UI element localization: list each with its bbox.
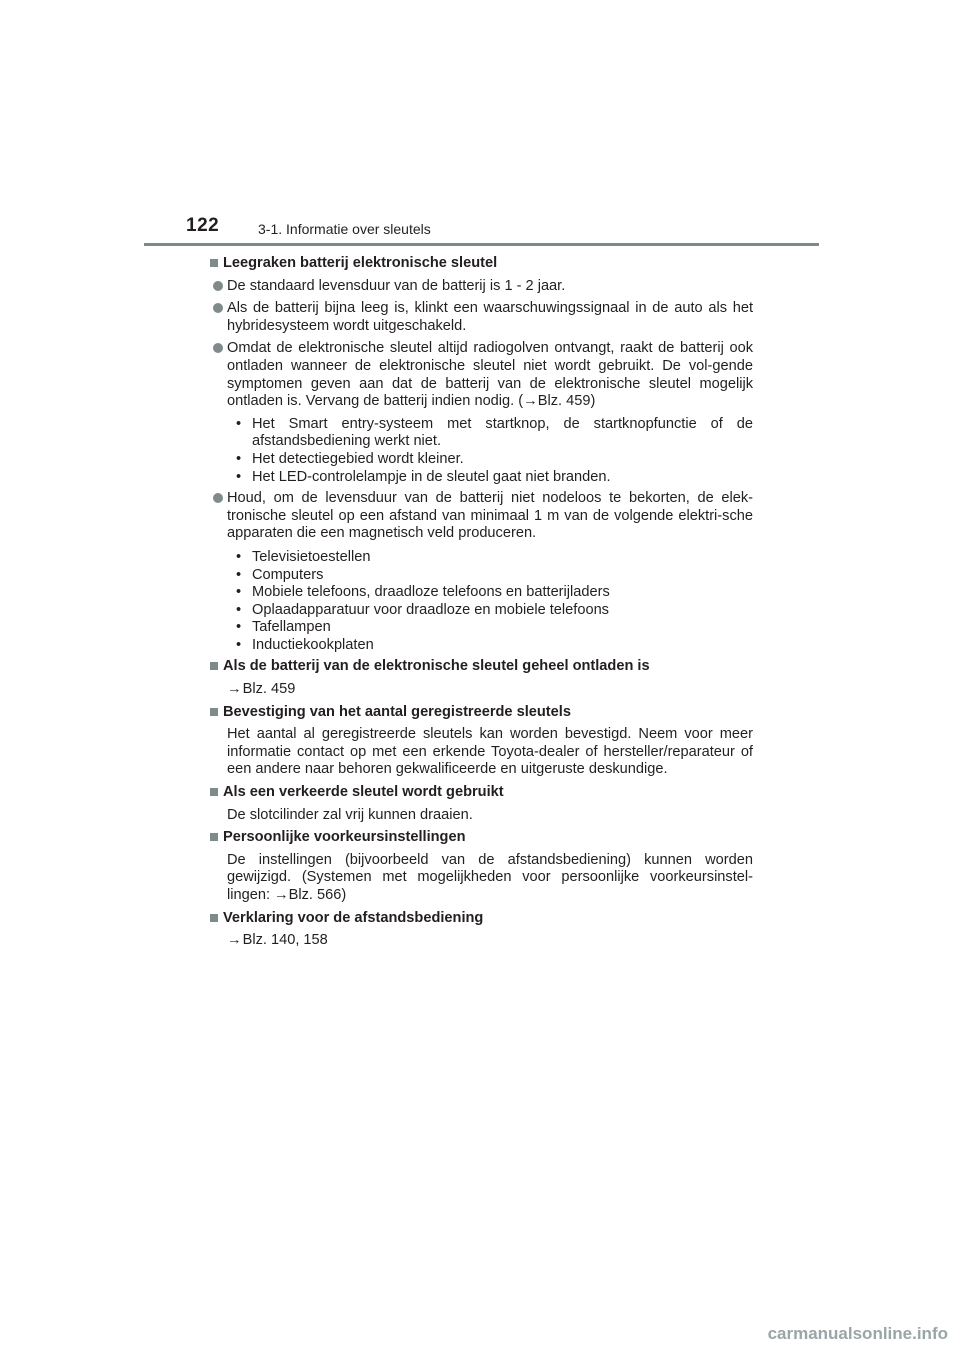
section-heading-text: Als de batterij van de elektronische sleutel geheel ontladen is [223, 658, 650, 675]
list-item-text: De standaard levensduur van de batterij is 1 - 2 jaar. [227, 277, 566, 294]
sub-list-item [235, 416, 753, 451]
sub-list-item-text: Inductiekookplaten [252, 636, 374, 653]
arrow-right-icon: → [227, 681, 242, 698]
section-fully-discharged [210, 658, 753, 698]
page-reference[interactable] [210, 681, 753, 699]
dot-bullet-icon: • [236, 566, 242, 583]
sub-list-item-text: Het detectiegebied wordt kleiner. [252, 450, 464, 467]
round-bullet-icon [213, 303, 223, 313]
paragraph: De slotcilinder zal vrij kunnen draaien. [227, 806, 473, 823]
list-item-text: Houd, om de levensduur van de batterij niet nodeloos te bekorten, de elek-tronische sleutel op een afstand van minimaal 1 m van de volgende elektri-sche apparaten die een magnetisch veld produceren. [227, 490, 753, 542]
dot-bullet-icon: • [236, 636, 242, 653]
paragraph: Het aantal al geregistreerde sleutels kan worden bevestigd. Neem voor meer informatie contact op met een erkende Toyota-dealer of hersteller/reparateur of een andere naar behoren gekwalificeerde en uitgeruste deskundige. [227, 726, 753, 778]
dot-bullet-icon: • [236, 450, 242, 467]
dot-bullet-icon: • [236, 619, 242, 636]
arrow-right-icon: → [227, 932, 242, 949]
dot-bullet-icon: • [236, 415, 242, 432]
section-heading [210, 658, 753, 676]
list-item [210, 300, 753, 335]
dot-bullet-icon: • [236, 601, 242, 618]
round-bullet-icon [213, 281, 223, 291]
section-remote-declaration [210, 910, 753, 950]
dot-bullet-icon: • [236, 468, 242, 485]
paragraph: De instellingen (bijvoorbeeld van de afstandsbediening) kunnen worden gewijzigd. (Systemen met mogelijkheden voor persoonlijke voorkeursinstel-lingen: →Blz. 566) [227, 851, 753, 903]
sub-list-item [235, 451, 753, 469]
section-heading [210, 910, 753, 928]
sub-list-item [235, 567, 753, 585]
square-bullet-icon [210, 788, 218, 796]
section-title: 3-1. Informatie over sleutels [258, 221, 431, 237]
sub-list-item-text: Computers [252, 566, 324, 583]
square-bullet-icon [210, 833, 218, 841]
sub-list-item-text: Televisietoestellen [252, 548, 371, 565]
section-heading-text: Bevestiging van het aantal geregistreerde sleutels [223, 703, 571, 720]
section-heading [210, 784, 753, 802]
section-heading-text: Verklaring voor de afstandsbediening [223, 909, 484, 926]
watermark: carmanualsonline.info [767, 1324, 948, 1343]
section-personal-settings [210, 829, 753, 904]
dot-bullet-icon: • [236, 584, 242, 601]
sub-list-item [235, 584, 753, 602]
header-rule [144, 243, 819, 246]
section-heading [210, 255, 753, 273]
sub-list-item [235, 602, 753, 620]
section-heading [210, 704, 753, 722]
sub-list-item-text: Oplaadapparatuur voor draadloze en mobiele telefoons [252, 601, 609, 618]
list-item [210, 340, 753, 410]
content [210, 255, 753, 955]
section-heading-text: Leegraken batterij elektronische sleutel [223, 255, 498, 271]
list-item [210, 490, 753, 543]
sub-list-item [235, 469, 753, 487]
square-bullet-icon [210, 259, 218, 267]
round-bullet-icon [213, 343, 223, 353]
list-item-text: Als de batterij bijna leeg is, klinkt een waarschuwingssignaal in de auto als het hybridesysteem wordt uitgeschakeld. [227, 300, 753, 334]
list-item [210, 278, 753, 296]
square-bullet-icon [210, 662, 218, 670]
section-battery [210, 255, 753, 654]
list-item-text: Omdat de elektronische sleutel altijd radiogolven ontvangt, raakt de batterij ook ontladen wanneer de elektronische sleutel niet wordt gebruikt. De vol-gende symptomen geven aan dat de batterij van de elektronische sleutel mogelijk ontladen is. Vervang de batterij indien nodig. (→Blz. 459) [227, 340, 753, 410]
page-reference[interactable] [210, 932, 753, 950]
sub-list-item [235, 619, 753, 637]
section-heading-text: Als een verkeerde sleutel wordt gebruikt [223, 784, 504, 801]
section-wrong-key [210, 784, 753, 824]
sub-list-item-text: Mobiele telefoons, draadloze telefoons en batterijladers [252, 584, 610, 601]
sub-list-item-text: Het LED-controlelampje in de sleutel gaat niet branden. [252, 468, 611, 485]
round-bullet-icon [213, 493, 223, 503]
dot-bullet-icon: • [236, 548, 242, 565]
square-bullet-icon [210, 914, 218, 922]
section-heading-text: Persoonlijke voorkeursinstellingen [223, 829, 466, 846]
square-bullet-icon [210, 708, 218, 716]
sub-list-item [235, 637, 753, 655]
section-heading [210, 829, 753, 847]
sub-list-item-text: Het Smart entry-systeem met startknop, de startknopfunctie of de afstandsbediening werkt niet. [252, 415, 753, 450]
symptom-list [210, 416, 753, 486]
section-registered-keys [210, 704, 753, 779]
sub-list-item-text: Tafellampen [252, 619, 331, 636]
sub-list-item [235, 549, 753, 567]
page-reference-text: Blz. 140, 158 [242, 932, 328, 949]
page-reference-text: Blz. 459 [242, 681, 296, 698]
page-number: 122 [186, 215, 220, 236]
device-list [210, 549, 753, 655]
